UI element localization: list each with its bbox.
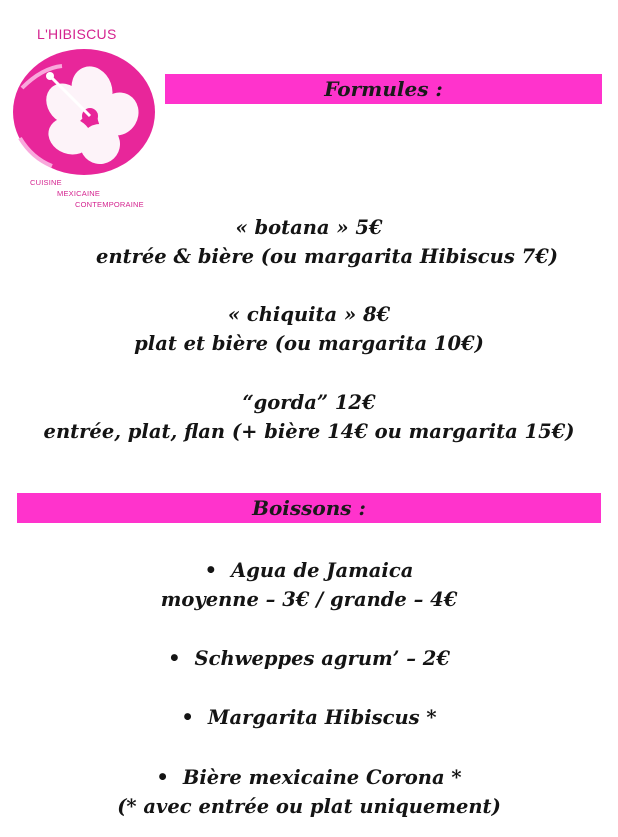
hibiscus-logo-icon xyxy=(12,48,156,176)
logo-tagline-2: MEXICAINE xyxy=(57,189,101,198)
formules-banner xyxy=(165,74,602,104)
formule-detail: plat et bière (ou margarita 10€) xyxy=(134,332,484,355)
bullet-icon: • xyxy=(204,559,218,582)
boisson-detail: moyenne – 3€ / grande – 4€ xyxy=(160,588,458,611)
logo-tagline-1: CUISINE xyxy=(30,178,62,187)
boisson-name: Margarita Hibiscus * xyxy=(207,706,437,729)
formule-name: “gorda” 12€ xyxy=(242,391,376,414)
bullet-icon: • xyxy=(168,647,181,670)
logo-tagline-3: CONTEMPORAINE xyxy=(75,200,144,209)
bullet-icon: • xyxy=(156,766,169,789)
boisson-item xyxy=(0,766,618,789)
bullet-icon: • xyxy=(181,706,194,729)
boisson-name: Bière mexicaine Corona * xyxy=(182,766,462,789)
formule-name: « botana » 5€ xyxy=(235,216,383,239)
formule-detail: entrée, plat, flan (+ bière 14€ ou margarita 15€) xyxy=(43,420,575,443)
logo-name: L'HIBISCUS xyxy=(37,26,117,42)
formules-heading: Formules : xyxy=(324,77,443,101)
boissons-banner xyxy=(17,493,601,523)
formule-name: « chiquita » 8€ xyxy=(227,303,391,326)
boisson-name: Agua de Jamaica xyxy=(231,559,414,582)
boisson-item xyxy=(0,559,618,582)
boisson-item xyxy=(0,647,618,670)
boisson-item xyxy=(0,706,618,729)
boisson-detail: (* avec entrée ou plat uniquement) xyxy=(117,795,501,818)
formule-detail: entrée & bière (ou margarita Hibiscus 7€) xyxy=(96,245,558,268)
boisson-name: Schweppes agrum’ – 2€ xyxy=(194,647,450,670)
boissons-heading: Boissons : xyxy=(252,496,366,520)
